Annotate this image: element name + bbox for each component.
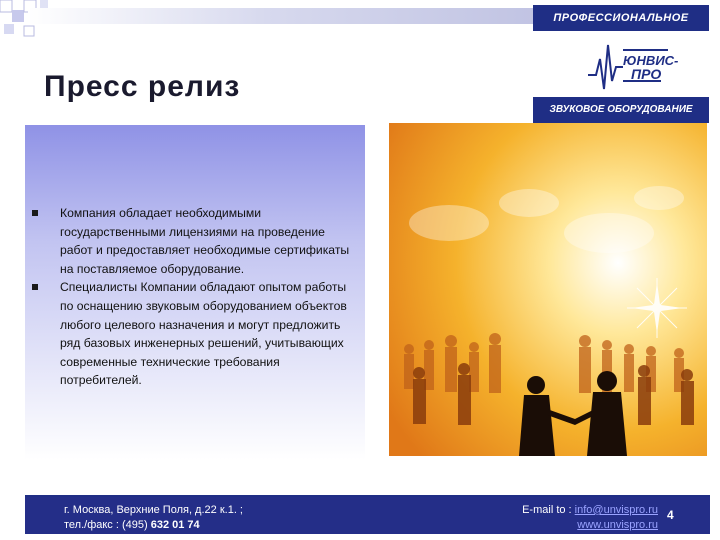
page-number: 4 <box>667 508 674 522</box>
company-logo <box>533 5 709 123</box>
footer-email-link[interactable]: info@unvispro.ru <box>574 504 658 516</box>
list-item <box>30 278 360 390</box>
bullet-text: Специалисты Компании обладают опытом работы по оснащению звуковым оборудованием объектов любого целевого назначения и могут предложить ряд базовых инженерных решений, учитывающих современные технические требования потребителей. <box>60 280 347 388</box>
logo-mark <box>533 31 709 97</box>
footer-email-label: E-mail to : <box>522 504 572 516</box>
list-item <box>30 204 360 278</box>
business-handshake-photo <box>389 123 707 456</box>
logo-brand-area <box>533 31 709 97</box>
footer-contacts <box>64 503 243 533</box>
bullet-square-icon <box>32 284 38 290</box>
footer-phone-number: 632 01 74 <box>150 519 200 531</box>
logo-top-text: ПРОФЕССИОНАЛЬНОЕ <box>533 5 709 31</box>
footer-phone-line <box>64 518 243 533</box>
footer-address: г. Москва, Верхние Поля, д.22 к.1. ; <box>64 504 243 516</box>
footer-website-link[interactable]: www.unvispro.ru <box>577 519 658 531</box>
footer-phone-label: тел./факс : (495) <box>64 519 148 531</box>
logo-bottom-text: ЗВУКОВОЕ ОБОРУДОВАНИЕ <box>533 97 709 123</box>
footer-email-line <box>460 503 658 518</box>
logo-brand-line2: ПРО <box>631 66 662 82</box>
bullet-square-icon <box>32 210 38 216</box>
bullet-list <box>30 204 360 390</box>
logo-brand-line1: ЮНВИС- <box>623 53 679 68</box>
slide-title: Пресс релиз <box>44 70 241 103</box>
bullet-text: Компания обладает необходимыми государственными лицензиями на проведение работ и предоставляет необходимые сертификаты на поставляемое оборудование. <box>60 206 350 276</box>
footer-online-contacts <box>460 503 658 533</box>
